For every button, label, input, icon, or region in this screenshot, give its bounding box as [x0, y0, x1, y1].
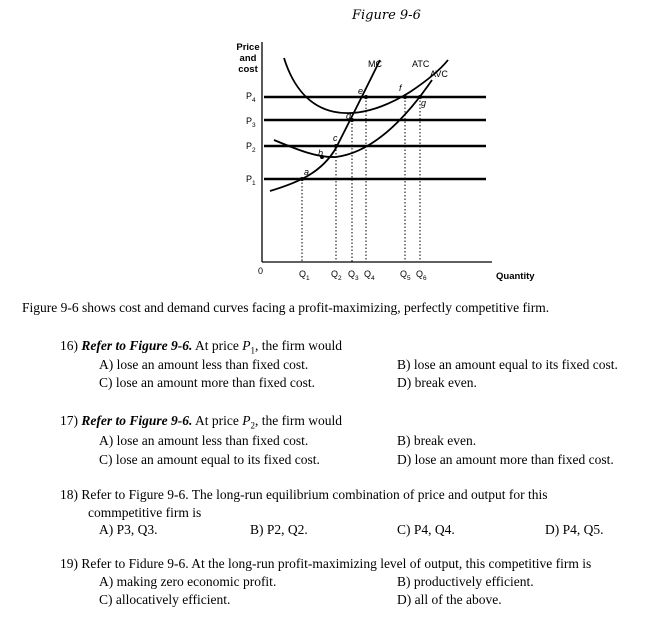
- point-label-d: d: [346, 111, 352, 121]
- q18-option-d: D) P4, Q5.: [545, 522, 604, 537]
- q16-stem-pre: At price: [195, 338, 243, 353]
- price-label-p3: $P_3$: [246, 116, 256, 129]
- point-label-a: a: [304, 167, 310, 177]
- q-label-q5: $Q_5$: [400, 269, 411, 282]
- q17-ref: Refer to Figure 9-6.: [81, 413, 193, 428]
- q17-stem-pre: At price: [195, 413, 243, 428]
- q19-option-b: B) productively efficient.: [397, 574, 534, 589]
- price-label-p1: $P_1$: [246, 174, 256, 187]
- q19-option-c: C) allocatively efficient.: [99, 592, 231, 607]
- q19-text: Refer to Fidure 9-6. At the long-run profit-maximizing level of output, this competitive firm is: [81, 556, 592, 571]
- q-label-q6: $Q_6$: [416, 269, 427, 282]
- atc-label: ATC: [412, 59, 430, 69]
- point-label-b: b: [318, 148, 324, 158]
- q17-var: P: [242, 413, 251, 428]
- point-f: [403, 95, 407, 99]
- question-17-stem: [60, 413, 342, 431]
- avc-label: AVC: [430, 69, 448, 79]
- q16-option-d: D) break even.: [397, 375, 477, 390]
- point-c: [334, 144, 338, 148]
- q17-option-c: C) lose an amount equal to its fixed cost.: [99, 452, 320, 467]
- q-label-q1: $Q_1$: [299, 269, 310, 282]
- q16-option-b: B) lose an amount equal to its fixed cost.: [397, 357, 618, 372]
- point-e: [364, 95, 368, 99]
- y-label-line2: and: [239, 53, 257, 64]
- q17-option-b: B) break even.: [397, 433, 477, 448]
- q16-number: 16): [60, 338, 78, 353]
- q17-number: 17): [60, 413, 78, 428]
- q18-line2: commpetitive firm is: [88, 505, 202, 520]
- q16-option-a: A) lose an amount less than fixed cost.: [99, 357, 309, 372]
- point-a: [300, 177, 304, 181]
- x-axis-label: Quantity: [496, 271, 535, 282]
- q18-option-c: C) P4, Q4.: [397, 522, 455, 537]
- point-label-e: e: [358, 86, 364, 96]
- q-label-q4: $Q_4$: [364, 269, 375, 282]
- question-19-stem: [60, 556, 591, 572]
- q17-stem-post: , the firm would: [255, 413, 342, 428]
- point-label-f: f: [399, 83, 402, 93]
- q17-option-d: D) lose an amount more than fixed cost.: [397, 452, 614, 467]
- mc-curve: [270, 60, 380, 191]
- q16-option-c: C) lose an amount more than fixed cost.: [99, 375, 315, 390]
- q19-option-d: D) all of the above.: [397, 592, 502, 607]
- price-label-p4: $P_4$: [246, 91, 256, 104]
- q16-var-sub: 1: [250, 345, 255, 356]
- q18-line1: Refer to Figure 9-6. The long-run equilibrium combination of price and output for this: [81, 487, 548, 502]
- q-label-q2: $Q_2$: [331, 269, 342, 282]
- price-label-p2: $P_2$: [246, 141, 256, 154]
- q-label-q3: $Q_3$: [348, 269, 359, 282]
- point-label-c: c: [333, 133, 338, 143]
- q16-var: P: [242, 338, 251, 353]
- q17-option-a: A) lose an amount less than fixed cost.: [99, 433, 309, 448]
- q19-option-a: A) making zero economic profit.: [99, 574, 277, 589]
- q18-option-a: A) P3, Q3.: [99, 522, 158, 537]
- point-label-g: g: [421, 98, 427, 108]
- figure-title: Figure 9-6: [352, 8, 421, 23]
- origin-label: 0: [258, 266, 264, 276]
- q18-option-b: B) P2, Q2.: [250, 522, 308, 537]
- q16-stem-post: , the firm would: [255, 338, 342, 353]
- q18-number: 18): [60, 487, 78, 502]
- q19-number: 19): [60, 556, 78, 571]
- mc-label: MC: [368, 59, 382, 69]
- cost-curve-diagram: [0, 0, 667, 290]
- y-label-line3: cost: [238, 64, 258, 75]
- question-18-stem: [60, 487, 548, 503]
- y-label-line1: Price: [236, 42, 260, 53]
- q16-ref: Refer to Figure 9-6.: [81, 338, 193, 353]
- figure-caption: Figure 9-6 shows cost and demand curves facing a profit-maximizing, perfectly competitive firm.: [22, 300, 550, 315]
- question-16-stem: [60, 338, 342, 356]
- q17-var-sub: 2: [250, 420, 255, 431]
